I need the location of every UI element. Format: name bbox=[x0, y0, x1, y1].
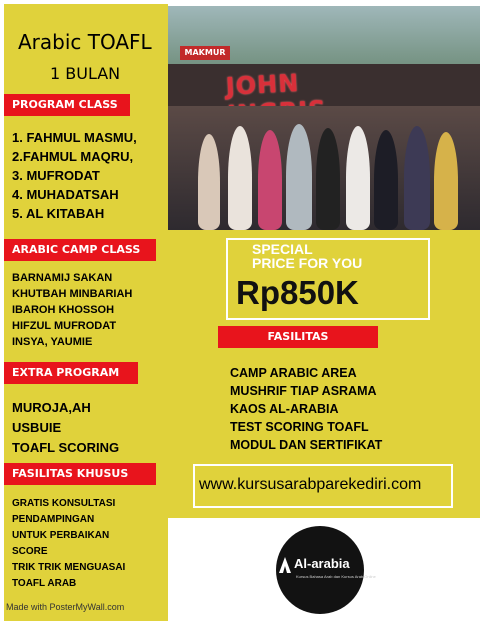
photo-sign: JOHN bbox=[225, 68, 300, 101]
logo-tagline: Kursus Bahasa Arab dan Kursus Arab Online bbox=[296, 574, 376, 579]
watermark: Made with PosterMyWall.com bbox=[6, 602, 125, 612]
list-item: KHUTBAH MINBARIAH bbox=[12, 288, 133, 300]
fasilitas-list bbox=[230, 364, 382, 454]
list-item: KAOS AL-ARABIA bbox=[230, 402, 339, 416]
list-item: 4. MUHADATSAH bbox=[12, 187, 119, 202]
list-item: BARNAMIJ SAKAN bbox=[12, 272, 113, 284]
photo-person bbox=[198, 134, 220, 230]
al-arabia-logo-icon bbox=[278, 556, 292, 574]
group-photo bbox=[168, 6, 480, 230]
photo-person bbox=[404, 126, 430, 230]
list-item: HIFZUL MUFRODAT bbox=[12, 320, 117, 332]
website-link[interactable]: www.kursusarabparekediri.com bbox=[199, 476, 422, 493]
photo-person bbox=[286, 124, 312, 230]
arabic-camp-badge: ARABIC CAMP CLASS bbox=[4, 239, 156, 261]
price-value: Rp850K bbox=[236, 274, 359, 311]
list-item: GRATIS KONSULTASI bbox=[12, 498, 116, 509]
list-item: MODUL DAN SERTIFIKAT bbox=[230, 438, 383, 452]
list-item: 1. FAHMUL MASMU, bbox=[12, 130, 137, 145]
list-item: 3. MUFRODAT bbox=[12, 168, 100, 183]
list-item: MUROJA,AH bbox=[12, 400, 91, 415]
page-subtitle: 1 BULAN bbox=[50, 64, 121, 83]
list-item: PENDAMPINGAN bbox=[12, 514, 95, 525]
list-item: TOAFL ARAB bbox=[12, 578, 77, 589]
list-item: TOAFL SCORING bbox=[12, 440, 120, 455]
list-item: MUSHRIF TIAP ASRAMA bbox=[230, 384, 377, 398]
extra-program-badge: EXTRA PROGRAM bbox=[4, 362, 138, 384]
photo-person bbox=[258, 130, 282, 230]
arabic-camp-list bbox=[12, 270, 132, 350]
photo-small-sign: MAKMUR bbox=[180, 46, 230, 60]
page-title: Arabic TOAFL bbox=[18, 30, 152, 54]
photo-person bbox=[374, 130, 398, 230]
fasilitas-badge: FASILITAS bbox=[218, 326, 378, 348]
list-item: INSYA, YAUMIE bbox=[12, 336, 93, 348]
list-item: TEST SCORING TOAFL bbox=[230, 420, 369, 434]
program-class-badge: PROGRAM CLASS bbox=[4, 94, 130, 116]
extra-program-list bbox=[12, 398, 119, 458]
special-line-2: PRICE FOR YOU bbox=[252, 255, 363, 271]
photo-person bbox=[434, 132, 458, 230]
list-item: SCORE bbox=[12, 546, 48, 557]
fasilitas-khusus-badge: FASILITAS KHUSUS bbox=[4, 463, 156, 485]
list-item: IBAROH KHOSSOH bbox=[12, 304, 115, 316]
special-price-label bbox=[252, 242, 422, 270]
list-item: USBUIE bbox=[12, 420, 62, 435]
fasilitas-khusus-list bbox=[12, 496, 125, 592]
logo-name: Al-arabia bbox=[294, 556, 350, 571]
photo-person bbox=[346, 126, 370, 230]
list-item: TRIK TRIK MENGUASAI bbox=[12, 562, 126, 573]
photo-person bbox=[228, 126, 252, 230]
list-item: 2.FAHMUL MAQRU, bbox=[12, 149, 134, 164]
photo-person bbox=[316, 128, 340, 230]
list-item: 5. AL KITABAH bbox=[12, 206, 105, 221]
special-line-1: SPECIAL bbox=[252, 241, 313, 257]
program-class-list bbox=[12, 128, 137, 223]
list-item: UNTUK PERBAIKAN bbox=[12, 530, 110, 541]
list-item: CAMP ARABIC AREA bbox=[230, 366, 357, 380]
